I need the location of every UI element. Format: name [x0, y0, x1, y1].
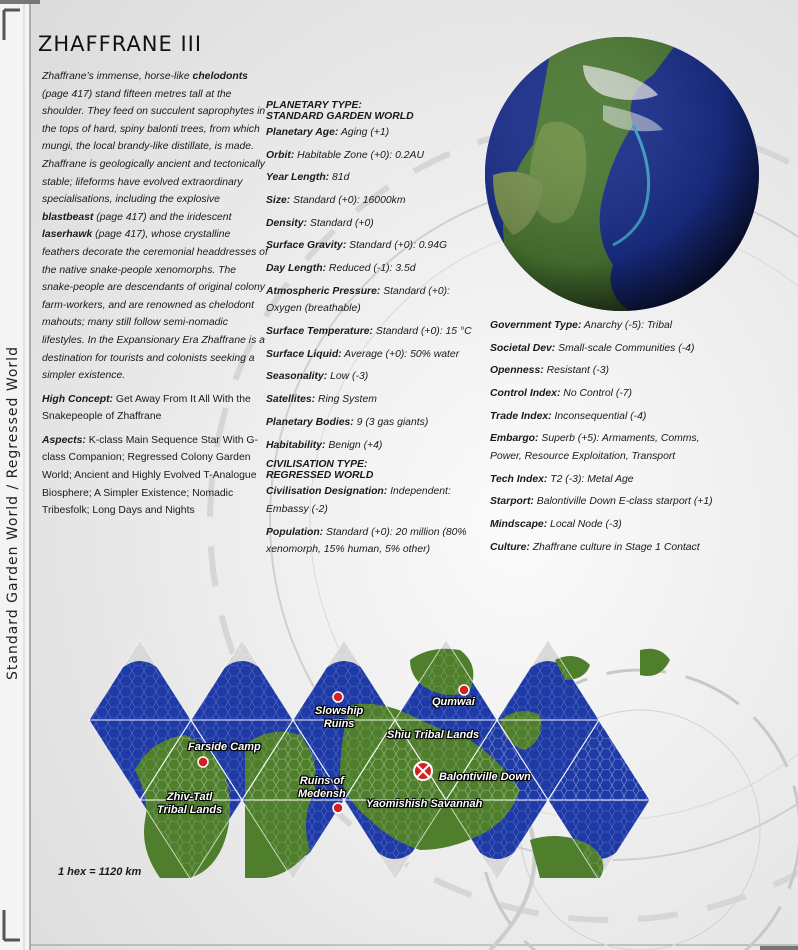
planetary-stat-label: Habitability:: [266, 439, 326, 451]
civilisation-stat-row: [266, 483, 481, 518]
government-stat-row: [490, 471, 715, 489]
qumwai-marker: [459, 685, 469, 695]
planetary-stat-value: Standard (+0): 16000km: [290, 195, 406, 207]
civilisation-stat-row: [266, 524, 481, 559]
planetary-stat-value: Aging (+1): [338, 127, 390, 138]
planetary-stat-label: Orbit:: [266, 149, 295, 161]
planetary-stat-row: [266, 283, 481, 318]
description-column: [42, 68, 270, 526]
government-stat-row: [490, 317, 715, 335]
planetary-stat-label: Surface Gravity:: [266, 240, 347, 252]
planetary-stat-row: [266, 323, 481, 341]
planetary-stat-label: Seasonality:: [266, 371, 328, 383]
high-concept: High Concept: Get Away From It All With the Snakepeople of Zhaffrane: [42, 393, 251, 423]
government-stat-row: [490, 340, 715, 358]
planetary-stat-value: Benign (+4): [325, 439, 383, 451]
government-stat-row: [490, 385, 715, 403]
planetary-stat-label: Surface Liquid:: [266, 348, 342, 360]
map-label-slowship-ruins: Slowship Ruins: [315, 705, 364, 730]
government-stat-row: [490, 539, 715, 557]
map-face-hexes: [89, 640, 191, 720]
planetary-stat-value: 9 (3 gas giants): [353, 416, 429, 428]
map-scale-note: 1 hex = 1120 km: [58, 866, 142, 878]
planetary-stat-label: Density:: [266, 217, 307, 229]
civilisation-stat-label: Civilisation Designation:: [266, 486, 388, 498]
planetary-stat-label: Day Length:: [266, 263, 327, 275]
planetary-stat-row: [266, 124, 481, 142]
government-stats: [490, 317, 715, 556]
government-stat-label: Societal Dev:: [490, 342, 556, 354]
icosahedral-world-map: [0, 630, 798, 900]
planetary-stat-row: [266, 169, 481, 187]
planetary-stat-value: 81d: [329, 172, 350, 184]
civilisation-stat-value: Independent: Embassy (-2): [266, 486, 451, 515]
planetary-stat-value: Ring System: [315, 394, 377, 406]
map-face-hexes: [497, 640, 599, 720]
planetary-stat-row: [266, 215, 481, 233]
government-stat-value: Zhaffrane culture in Stage 1 Contact: [529, 541, 700, 553]
government-stat-label: Starport:: [490, 496, 534, 508]
planetary-stat-row: [266, 147, 481, 165]
government-stat-value: Superb (+5): Armaments, Comms, Power, Resource Exploitation, Transport: [490, 433, 700, 463]
planetary-stats: [266, 124, 481, 454]
government-stat-label: Trade Index:: [490, 410, 552, 422]
map-label-shiu-tribal-lands: Shiu Tribal Lands: [387, 729, 480, 741]
government-stat-value: Balontiville Down E-class starport (+1): [533, 496, 713, 508]
planetary-stat-row: [266, 346, 481, 364]
sidebar-world-type: Standard Garden World / Regressed World: [5, 346, 21, 680]
government-stat-row: [490, 430, 715, 465]
farside-camp-marker: [198, 757, 208, 767]
government-stat-row: [490, 408, 715, 426]
government-stat-label: Mindscape:: [490, 519, 548, 531]
map-label-balontiville-down: Balontiville Down: [439, 771, 531, 783]
government-stat-row: [490, 362, 715, 380]
planetary-stat-value: Standard (+0): [307, 217, 374, 229]
planetary-stat-value: Average (+0): 50% water: [341, 348, 460, 360]
planetary-stat-label: Planetary Bodies:: [266, 416, 354, 428]
government-stat-value: Small-scale Communities (-4): [555, 342, 695, 354]
government-stat-row: [490, 516, 715, 534]
civilisation-stat-label: Population:: [266, 526, 324, 538]
civilisation-stats: [266, 483, 481, 558]
government-stat-value: Anarchy (-5): Tribal: [581, 320, 673, 331]
map-label-qumwai: Qumwai: [432, 696, 475, 708]
government-stat-row: [490, 493, 715, 511]
government-stat-value: No Control (-7): [560, 388, 633, 400]
planetary-column: [266, 100, 481, 564]
ruins-of-medensh-marker: [333, 803, 343, 813]
map-label-farside-camp: Farside Camp: [188, 741, 261, 753]
government-stat-label: Control Index:: [490, 388, 561, 400]
planetary-stat-label: Satellites:: [266, 394, 316, 406]
planetary-stat-label: Year Length:: [266, 172, 330, 184]
planetary-stat-value: Standard (+0): 15 °C: [373, 326, 472, 338]
planetary-stat-value: Low (-3): [327, 371, 369, 383]
planet-globe-image: [483, 35, 761, 313]
planetary-stat-row: [266, 260, 481, 278]
planetary-stat-value: Standard (+0): Oxygen (breathable): [266, 285, 450, 315]
planetary-stat-row: [266, 192, 481, 210]
map-label-zhiv-tatl: Zhiv-Tatl Tribal Lands: [157, 791, 223, 816]
planetary-stat-value: Reduced (-1): 3.5d: [326, 263, 416, 275]
government-stat-value: T2 (-3): Metal Age: [547, 473, 634, 485]
government-stat-label: Government Type:: [490, 320, 582, 331]
government-stat-value: Resistant (-3): [543, 365, 609, 377]
map-label-ruins-of-medensh: Ruins of Medensh: [298, 775, 346, 800]
planetary-type-heading: PLANETARY TYPE: STANDARD GARDEN WORLD: [266, 100, 414, 122]
planetary-stat-value: Standard (+0): 0.94G: [346, 240, 448, 252]
government-stat-label: Culture:: [490, 541, 530, 553]
starport-marker-icon: [414, 762, 432, 780]
map-label-yaomishish-savannah: Yaomishish Savannah: [366, 798, 483, 810]
planetary-stat-row: [266, 237, 481, 255]
planetary-stat-row: [266, 368, 481, 386]
government-stat-value: Local Node (-3): [547, 519, 622, 531]
planetary-stat-label: Size:: [266, 195, 291, 207]
aspects: Aspects: K-class Main Sequence Star With G-class Companion; Regressed Colony Garden World; Ancient and Highly Evolved T-Analogue Biosphere; A Simpler Existence; Nomadic Tribesfolk; Long Days and Nights: [42, 434, 258, 517]
government-stat-value: Inconsequential (-4): [551, 410, 647, 422]
description-paragraph: Zhaffrane’s immense, horse-like chelodonts (page 417) stand fifteen metres tall at the shoulder. They feed on succulent saprophytes in the tops of hard, spiny balonti trees, from which mungi, the local brandy-like distillate, is made. Zhaffrane is geologically ancient and tectonically stable; lifeforms have evolved extraordinary specialisations, including the explosive blastbeast (page 417) and the iridescent laserhawk (page 417), whose crystalline feathers decorate the ceremonial headdresses of the native snake-people xenomorphs. The snake-people are descendants of original colony farm-workers, and are renowned as chelodont mahouts; many still follow semi-nomadic lifestyles. In the Expansionary Era Zhaffrane is a destination for tourists and colonists seeking a simpler existence.: [42, 71, 268, 382]
planetary-stat-row: [266, 414, 481, 432]
slowship-ruins-marker: [333, 692, 343, 702]
planetary-stat-row: [266, 437, 481, 455]
planetary-stat-label: Surface Temperature:: [266, 326, 374, 338]
government-stat-label: Openness:: [490, 365, 544, 377]
planetary-stat-row: [266, 391, 481, 409]
planetary-stat-value: Habitable Zone (+0): 0.2AU: [294, 149, 424, 161]
civilisation-stat-value: Standard (+0): 20 million (80% xenomorph, 15% human, 5% other): [266, 526, 467, 556]
government-stat-label: Embargo:: [490, 433, 539, 445]
planetary-stat-label: Planetary Age:: [266, 127, 339, 138]
page-title: ZHAFFRANE III: [38, 32, 203, 56]
government-stat-label: Tech Index:: [490, 473, 548, 485]
government-column: [490, 317, 715, 561]
planetary-stat-label: Atmospheric Pressure:: [266, 285, 381, 297]
map-face-hexes: [191, 640, 293, 720]
civilisation-type-heading: CIVILISATION TYPE: REGRESSED WORLD: [266, 459, 374, 482]
